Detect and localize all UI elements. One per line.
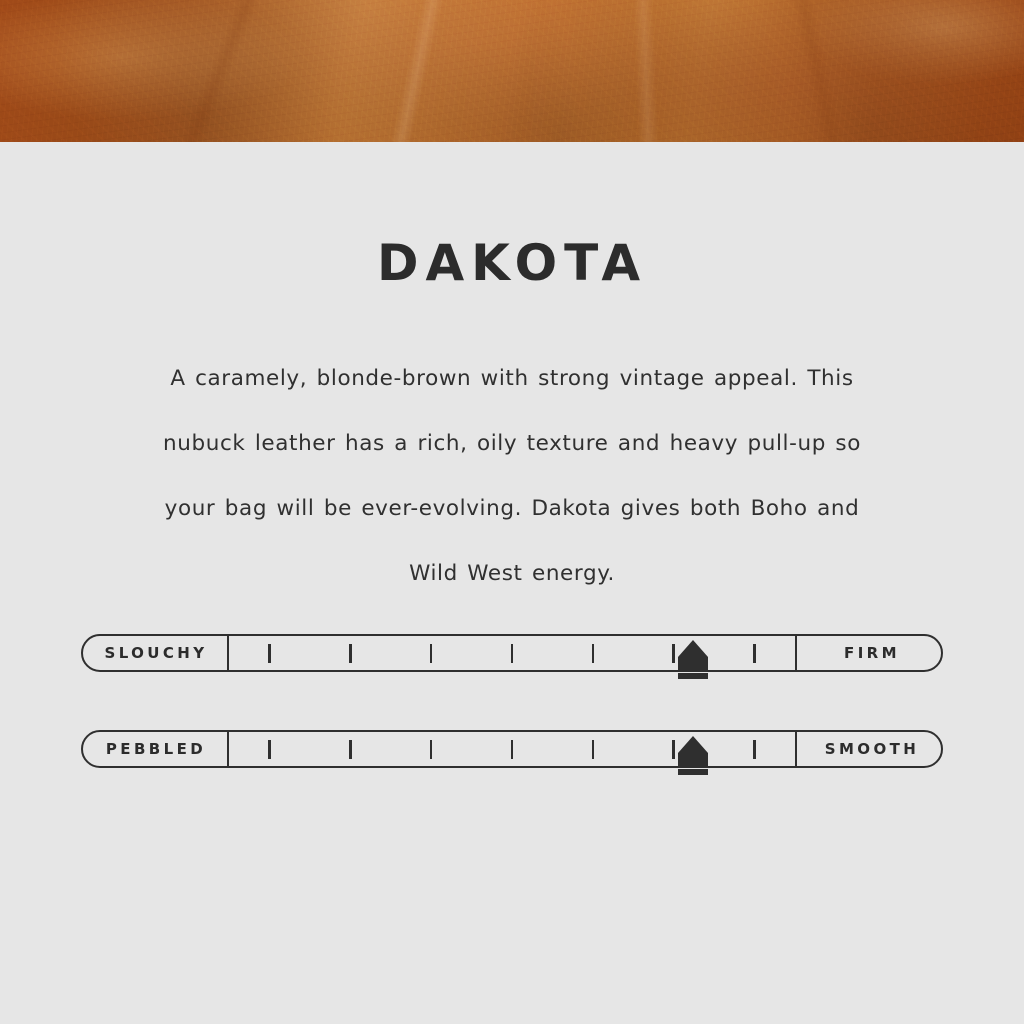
product-description: A caramely, blonde-brown with strong vintage appeal. This nubuck leather has a rich, oily texture and heavy pull-up so your bag will be ever-evolving. Dakota gives both Boho and Wild West energy. — [163, 366, 861, 586]
leather-swatch-image — [0, 0, 1024, 142]
slider-structure[interactable] — [81, 634, 943, 672]
slider-handle-pin — [678, 736, 708, 753]
slider-handle[interactable] — [678, 640, 708, 679]
slider-handle-stem — [678, 657, 708, 670]
slider-left-label: SLOUCHY — [81, 634, 229, 672]
leather-scratches — [0, 0, 1024, 142]
page-title: DAKOTA — [376, 234, 648, 292]
slider-left-label: PEBBLED — [81, 730, 229, 768]
slider-right-label: SMOOTH — [795, 730, 943, 768]
slider-handle-pin — [678, 640, 708, 657]
product-info — [0, 142, 1024, 606]
slider-texture[interactable] — [81, 730, 943, 768]
slider-handle[interactable] — [678, 736, 708, 775]
slider-handle-base — [678, 673, 708, 679]
attribute-sliders — [0, 634, 1024, 826]
slider-right-label: FIRM — [795, 634, 943, 672]
slider-handle-base — [678, 769, 708, 775]
slider-handle-stem — [678, 753, 708, 766]
